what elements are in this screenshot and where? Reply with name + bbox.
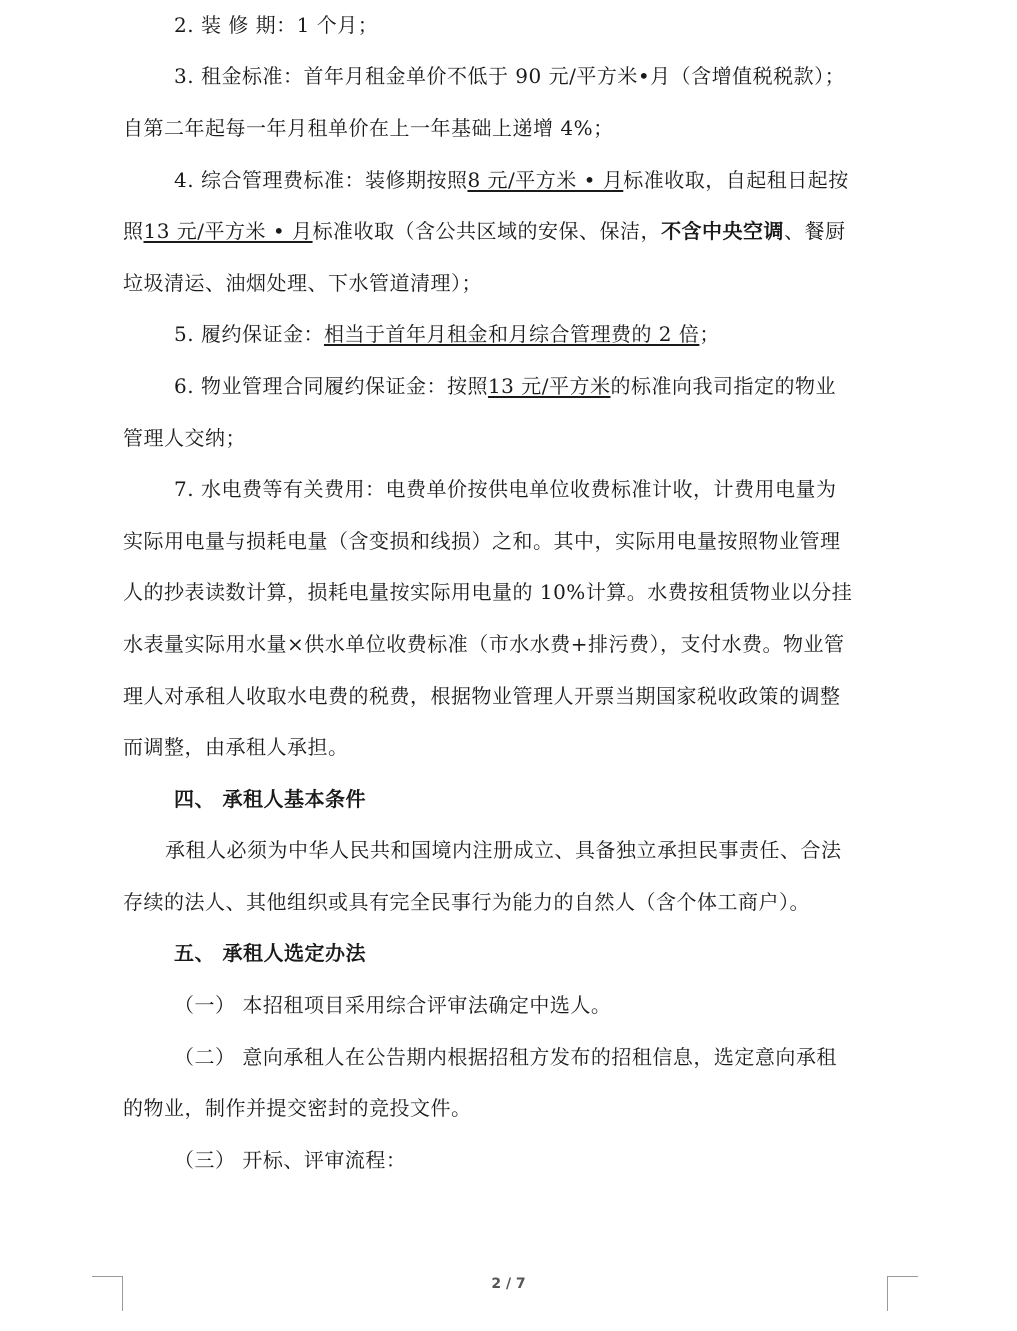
text-segment: ； [699, 322, 720, 346]
text-segment: 照 [123, 219, 144, 243]
clause-7-continued-4 [123, 679, 841, 713]
text-segment: 实际用电量与损耗电量（含变损和线损）之和。其中，实际用电量按照物业管理 [123, 529, 841, 553]
section-5-item-2 [174, 1040, 837, 1074]
clause-7-utilities [174, 472, 836, 506]
clause-7-continued-3 [123, 627, 845, 661]
text-segment: 、餐厨 [784, 219, 846, 243]
section-5-item-2-continued [123, 1091, 472, 1125]
section-4-body-continued [123, 885, 810, 919]
text-segment: 水表量实际用水量×供水单位收费标准（市水水费+排污费），支付水费。物业管 [123, 632, 845, 656]
underlined-fee: 13 元/平方米 • 月 [143, 219, 313, 243]
clause-7-continued-5 [123, 730, 349, 764]
text-segment: 垃圾清运、油烟处理、下水管道清理）； [123, 271, 482, 295]
text-segment: 管理人交纳； [123, 426, 246, 450]
text-segment: （三） 开标、评审流程： [174, 1148, 407, 1172]
text-segment: （一） 本招租项目采用综合评审法确定中选人。 [174, 993, 612, 1017]
section-heading-5 [174, 936, 366, 970]
clause-7-continued-1 [123, 524, 841, 558]
text-segment: 4. 综合管理费标准：装修期按照 [174, 168, 468, 192]
heading-text: 四、 承租人基本条件 [174, 787, 366, 811]
text-segment: 3. 租金标准：首年月租金单价不低于 90 元/平方米•月（含增值税税款）； [174, 64, 846, 88]
text-segment: 的物业，制作并提交密封的竞投文件。 [123, 1096, 472, 1120]
text-segment: （二） 意向承租人在公告期内根据招租方发布的招租信息，选定意向承租 [174, 1045, 837, 1069]
clause-7-continued-2 [123, 575, 852, 609]
underlined-fee: 8 元/平方米 • 月 [467, 168, 624, 192]
text-segment: 理人对承租人收取水电费的税费，根据物业管理人开票当期国家税收政策的调整 [123, 684, 841, 708]
clause-3-continued [123, 111, 614, 145]
text-segment: 的标准向我司指定的物业 [610, 374, 836, 398]
text-segment: 6. 物业管理合同履约保证金：按照 [174, 374, 488, 398]
text-segment: 2. 装 修 期：1 个月； [174, 13, 379, 37]
underlined-rate: 13 元/平方米 [487, 374, 611, 398]
text-segment: 承租人必须为中华人民共和国境内注册成立、具备独立承担民事责任、合法 [165, 838, 842, 862]
section-5-item-1 [174, 988, 611, 1022]
text-segment: 5. 履约保证金： [174, 322, 324, 346]
clause-2-decoration-period [174, 8, 378, 42]
text-segment: 人的抄表读数计算，损耗电量按实际用电量的 10%计算。水费按租赁物业以分挂 [123, 580, 853, 604]
text-segment: 标准收取，自起租日起按 [623, 168, 849, 192]
clause-5-performance-deposit [174, 317, 720, 351]
section-5-item-3 [174, 1143, 406, 1177]
clause-4-continued-2 [123, 266, 482, 300]
text-segment: 标准收取（含公共区域的安保、保洁， [312, 219, 662, 243]
clause-6-property-deposit [174, 369, 836, 403]
underlined-deposit: 相当于首年月租金和月综合管理费的 2 倍 [323, 322, 700, 346]
section-4-body [165, 833, 842, 867]
text-segment: 而调整，由承租人承担。 [123, 735, 349, 759]
heading-text: 五、 承租人选定办法 [174, 941, 366, 965]
bold-exclusion: 不含中央空调 [661, 219, 785, 243]
text-segment: 自第二年起每一年月租单价在上一年基础上递增 4%； [123, 116, 614, 140]
text-segment: 存续的法人、其他组织或具有完全民事行为能力的自然人（含个体工商户）。 [123, 890, 810, 914]
clause-4-continued [123, 214, 846, 248]
section-heading-4 [174, 782, 366, 816]
text-segment: 7. 水电费等有关费用：电费单价按供电单位收费标准计收，计费用电量为 [174, 477, 837, 501]
clause-4-management-fee [174, 163, 849, 197]
clause-3-rent-standard [174, 59, 845, 93]
clause-6-continued [123, 421, 246, 455]
page-number: 2 / 7 [491, 1276, 526, 1292]
page-footer [0, 1270, 1017, 1310]
page-corner-mark-right [887, 1276, 918, 1311]
